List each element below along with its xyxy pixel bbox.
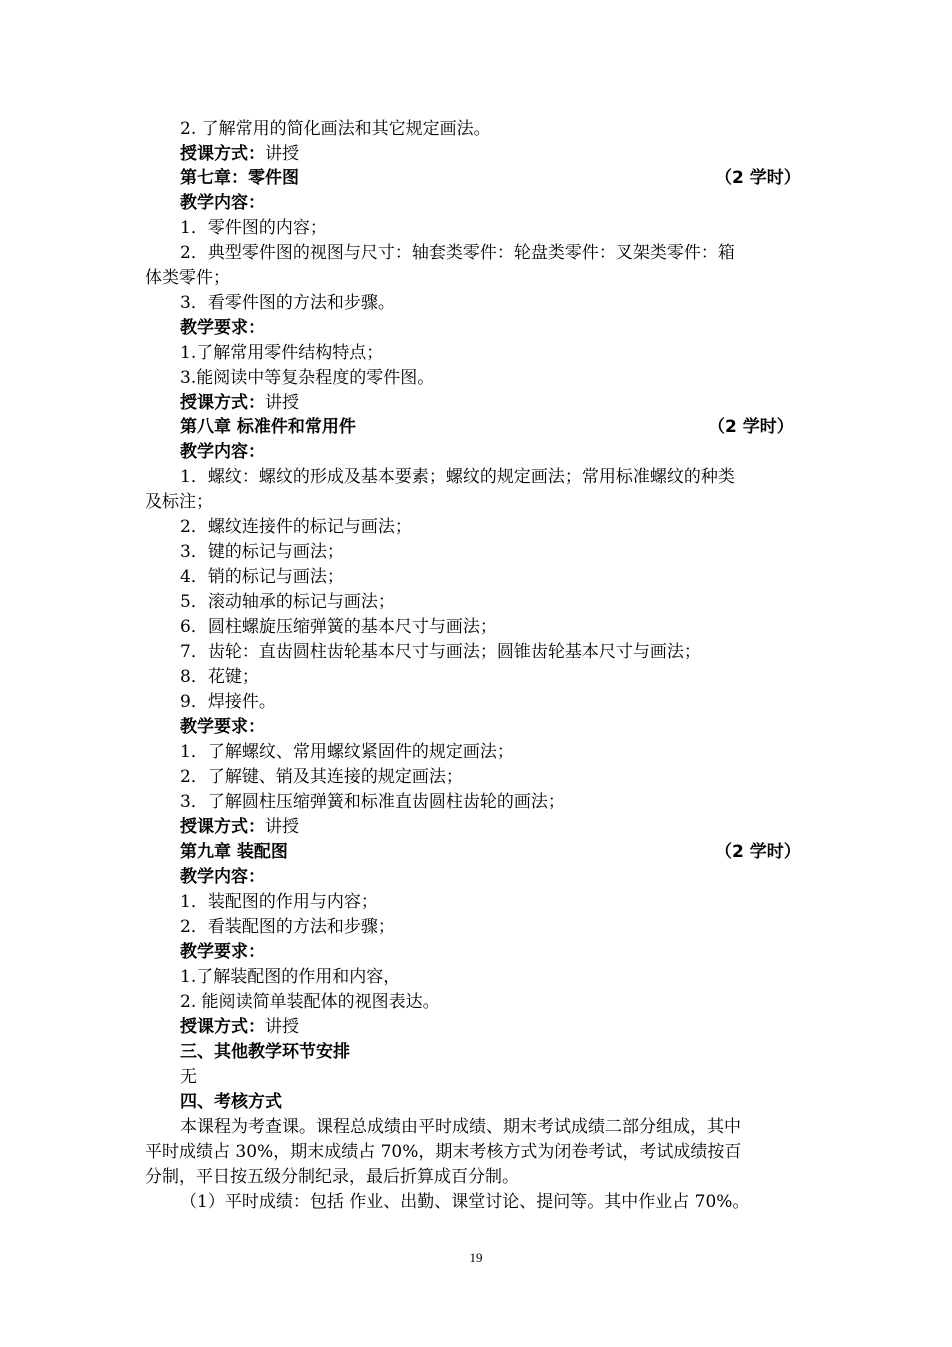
method-value: 讲授 (265, 817, 299, 837)
text-line: 9．焊接件。 (180, 692, 276, 712)
section-heading: 教学要求： (180, 318, 265, 338)
text-line: 2．了解键、销及其连接的规定画法； (180, 767, 463, 787)
section-heading: 教学要求： (180, 942, 265, 962)
text-line: 6．圆柱螺旋压缩弹簧的基本尺寸与画法； (180, 617, 497, 637)
method-label: 授课方式： (180, 144, 265, 164)
text-line: 3.能阅读中等复杂程度的零件图。 (180, 368, 435, 388)
text-line: 1．装配图的作用与内容； (180, 892, 378, 912)
method-line (180, 1015, 299, 1039)
method-value: 讲授 (265, 393, 299, 413)
chapter-7-hours: （2 学时） (715, 168, 801, 188)
method-value: 讲授 (265, 1017, 299, 1037)
text-line: 2. 能阅读简单装配体的视图表达。 (180, 992, 440, 1012)
section-heading: 教学内容： (180, 442, 265, 462)
chapter-9-heading: 第九章 装配图 (180, 842, 288, 862)
section-heading: 教学要求： (180, 717, 265, 737)
method-label: 授课方式： (180, 393, 265, 413)
text-line: 1．零件图的内容； (180, 218, 327, 238)
section-heading: 三、其他教学环节安排 (180, 1042, 350, 1062)
text-line: 7．齿轮：直齿圆柱齿轮基本尺寸与画法；圆锥齿轮基本尺寸与画法； (180, 642, 701, 662)
text-line: 3．键的标记与画法； (180, 542, 344, 562)
method-value: 讲授 (265, 144, 299, 164)
text-line: 2．看装配图的方法和步骤； (180, 917, 395, 937)
text-line: （1）平时成绩：包括 作业、出勤、课堂讨论、提问等。其中作业占 70%。 (180, 1192, 750, 1212)
page-number: 19 (469, 1250, 483, 1265)
text-line: 体类零件； (145, 268, 230, 288)
chapter-9-hours: （2 学时） (715, 842, 801, 862)
section-heading: 教学内容： (180, 867, 265, 887)
text-line: 及标注； (145, 492, 213, 512)
method-line (180, 142, 299, 166)
method-line (180, 391, 299, 415)
section-heading: 四、考核方式 (180, 1092, 282, 1112)
text-line: 1．了解螺纹、常用螺纹紧固件的规定画法； (180, 742, 514, 762)
text-line: 平时成绩占 30%，期末成绩占 70%，期末考核方式为闭卷考试，考试成绩按百 (145, 1142, 742, 1162)
chapter-8-hours: （2 学时） (708, 417, 794, 437)
section-heading: 教学内容： (180, 193, 265, 213)
text-line: 2．螺纹连接件的标记与画法； (180, 517, 412, 537)
text-line: 分制，平日按五级分制纪录，最后折算成百分制。 (145, 1167, 519, 1187)
text-line: 1．螺纹：螺纹的形成及基本要素；螺纹的规定画法；常用标准螺纹的种类 (180, 467, 735, 487)
chapter-8-heading: 第八章 标准件和常用件 (180, 417, 356, 437)
method-line (180, 815, 299, 839)
chapter-7-heading: 第七章：零件图 (180, 168, 299, 188)
text-line: 4．销的标记与画法； (180, 567, 344, 587)
text-line: 3．看零件图的方法和步骤。 (180, 293, 395, 313)
text-line: 无 (180, 1067, 197, 1087)
text-line: 1.了解常用零件结构特点； (180, 343, 384, 363)
text-line: 8．花键； (180, 667, 259, 687)
text-line: 2．典型零件图的视图与尺寸：轴套类零件：轮盘类零件：叉架类零件：箱 (180, 243, 735, 263)
method-label: 授课方式： (180, 1017, 265, 1037)
method-label: 授课方式： (180, 817, 265, 837)
text-line: 1.了解装配图的作用和内容， (180, 967, 401, 987)
text-line: 3．了解圆柱压缩弹簧和标准直齿圆柱齿轮的画法； (180, 792, 565, 812)
text-line: 本课程为考查课。课程总成绩由平时成绩、期末考试成绩二部分组成，其中 (180, 1117, 741, 1137)
text-line: 2. 了解常用的简化画法和其它规定画法。 (180, 119, 491, 139)
text-line: 5．滚动轴承的标记与画法； (180, 592, 395, 612)
